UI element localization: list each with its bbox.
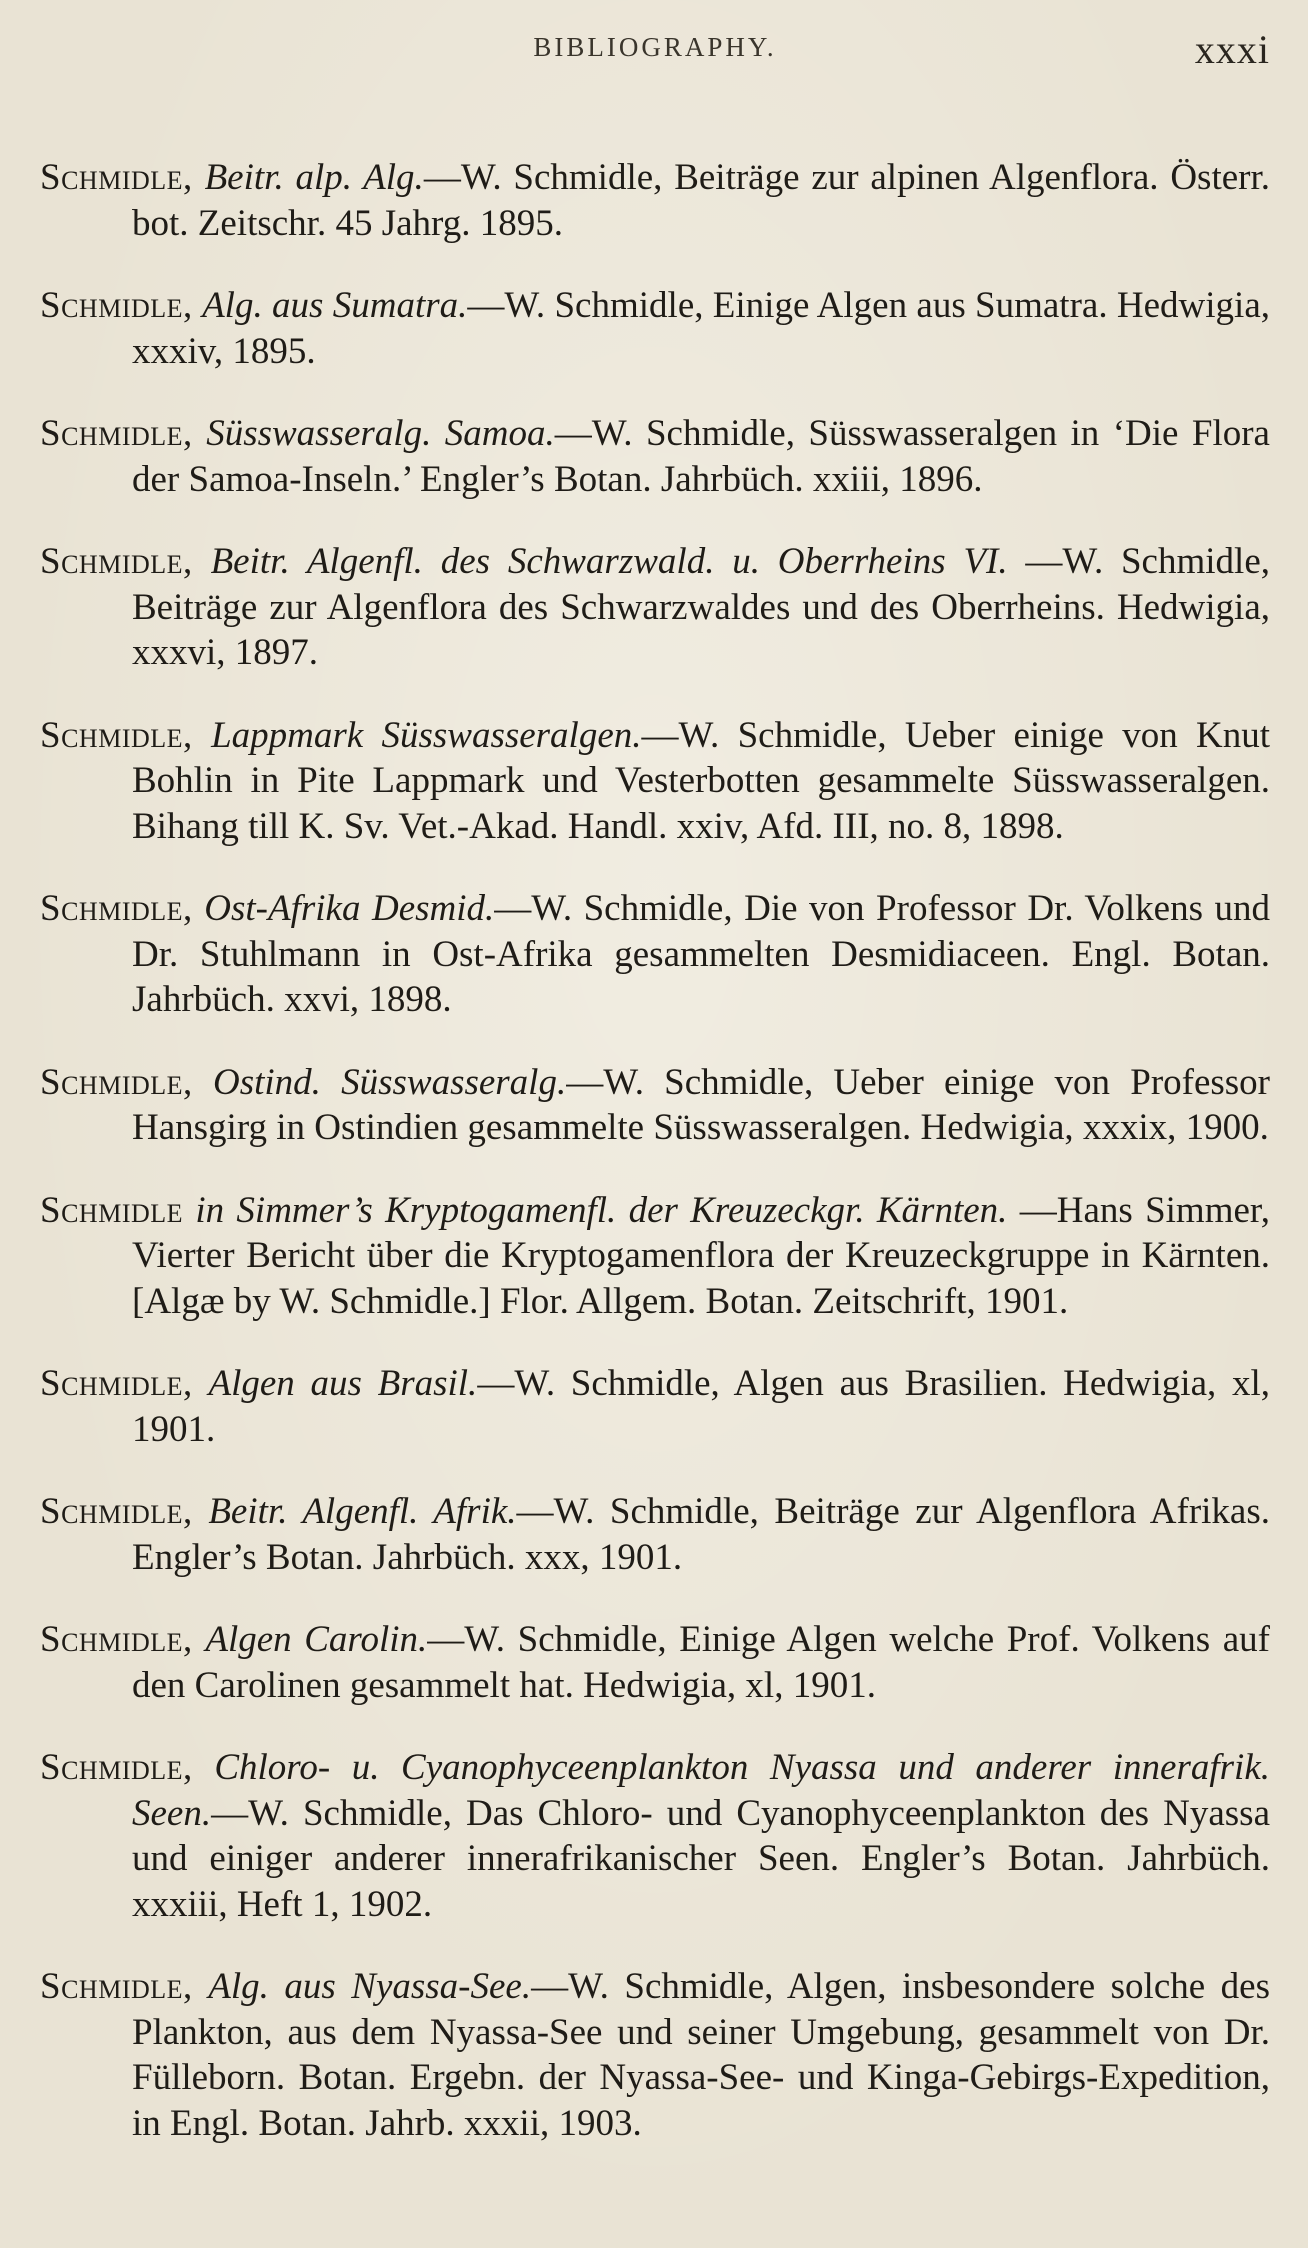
entry-citation: —W. Schmidle, Einige Algen aus Sumatra. Hedwigia, xxxiv, 1895.	[132, 285, 1270, 372]
bibliography-entry	[40, 713, 1270, 850]
entry-citation: —W. Schmidle, Algen, insbesondere solche des Plankton, aus dem Nyassa-See und seiner Umgebung, gesammelt von Dr. Fülleborn. Botan. Ergebn. der Nyassa-See- und Kinga-Gebirgs-Expedition, in Engl. Botan. Jahrb. xxxii, 1903.	[132, 1966, 1270, 2144]
entry-abbreviation: Beitr. Algenfl. des Schwarzwald. u. Oberrheins VI.	[210, 541, 1008, 582]
entry-citation: —W. Schmidle, Ueber einige von Knut Bohlin in Pite Lappmark und Vesterbotten gesammelte Süsswasseralgen. Bihang till K. Sv. Vet.-Akad. Handl. xxiv, Afd. III, no. 8, 1898.	[132, 714, 1271, 847]
entry-abbreviation: Algen Carolin.	[205, 1619, 428, 1660]
entry-abbreviation: Alg. aus Sumatra.	[202, 285, 468, 326]
entry-author: Schmidle,	[40, 1747, 193, 1788]
bibliography-entry	[40, 1964, 1270, 2146]
bibliography-entry	[40, 1489, 1270, 1580]
entry-abbreviation: Ost-Afrika Desmid.	[204, 888, 495, 929]
entry-citation: —W. Schmidle, Die von Professor Dr. Volkens und Dr. Stuhlmann in Ost-Afrika gesammelten Desmidiaceen. Engl. Botan. Jahrbüch. xxvi, 1898.	[132, 888, 1270, 1020]
entry-author: Schmidle,	[40, 413, 193, 454]
bibliography-entry	[40, 283, 1270, 374]
entry-citation: —W. Schmidle, Ueber einige von Professor Hansgirg in Ostindien gesammelte Süsswasseralgen. Hedwigia, xxxix, 1900.	[132, 1061, 1271, 1148]
entry-author: Schmidle,	[40, 157, 193, 198]
entry-abbreviation: Ostind. Süsswasseralg.	[212, 1061, 567, 1103]
entry-author: Schmidle,	[40, 1491, 193, 1532]
entry-citation: —Hans Simmer, Vierter Bericht über die Kryptogamenflora der Kreuzeckgruppe in Kärnten. [Algæ by W. Schmidle.] Flor. Allgem. Botan. Zeitschrift, 1901.	[132, 1189, 1270, 1322]
bibliography-entry	[40, 1361, 1270, 1452]
bibliography-entry	[40, 1745, 1270, 1927]
bibliography-entry	[40, 1060, 1270, 1151]
entry-citation: —W. Schmidle, Algen aus Brasilien. Hedwigia, xl, 1901.	[132, 1363, 1270, 1450]
entry-abbreviation: Süsswasseralg. Samoa.	[206, 413, 555, 454]
bibliography-entry	[40, 539, 1270, 676]
entry-abbreviation: Algen aus Brasil.	[208, 1363, 478, 1404]
entry-abbreviation: in Simmer’s Kryptogamenfl. der Kreuzeckgr. Kärnten.	[195, 1189, 1008, 1231]
bibliography-entry	[40, 1188, 1270, 1325]
entry-abbreviation: Chloro- u. Cyanophyceenplankton Nyassa und anderer innerafrik. Seen.	[132, 1747, 1271, 1834]
bibliography-entry	[40, 155, 1270, 246]
entry-abbreviation: Beitr. alp. Alg.	[204, 157, 424, 198]
entry-author: Schmidle,	[40, 1061, 193, 1103]
bibliography-entry	[40, 1617, 1270, 1708]
bibliography-entry	[40, 886, 1270, 1023]
entry-citation: —W. Schmidle, Einige Algen welche Prof. Volkens auf den Carolinen gesammelt hat. Hedwigia, xl, 1901.	[132, 1619, 1270, 1706]
entry-author: Schmidle,	[40, 1966, 193, 2007]
page-title: BIBLIOGRAPHY.	[533, 32, 777, 62]
entry-abbreviation: Alg. aus Nyassa-See.	[208, 1966, 532, 2007]
entry-citation: —W. Schmidle, Beiträge zur Algenflora des Schwarzwaldes und des Oberrheins. Hedwigia, xxxvi, 1897.	[132, 541, 1270, 673]
entry-author: Schmidle,	[40, 541, 193, 582]
entry-abbreviation: Beitr. Algenfl. Afrik.	[208, 1491, 517, 1532]
entry-citation: —W. Schmidle, Süsswasseralgen in ‘Die Flora der Samoa-Inseln.’ Engler’s Botan. Jahrbüch. xxiii, 1896.	[132, 413, 1270, 500]
entry-citation: —W. Schmidle, Das Chloro- und Cyanophyceenplankton des Nyassa und einiger anderer innerafrikanischer Seen. Engler’s Botan. Jahrbüch. xxxiii, Heft 1, 1902.	[132, 1792, 1270, 1925]
running-head	[40, 26, 1270, 76]
page-number: xxxi	[1194, 27, 1270, 72]
entry-citation: —W. Schmidle, Beiträge zur alpinen Algenflora. Österr. bot. Zeitschr. 45 Jahrg. 1895.	[132, 157, 1271, 244]
entry-author: Schmidle,	[40, 888, 193, 929]
entry-author: Schmidle,	[40, 285, 193, 326]
bibliography-list	[40, 118, 1270, 2156]
entry-abbreviation: Lappmark Süsswasseralgen.	[211, 714, 642, 756]
entry-citation: —W. Schmidle, Beiträge zur Algenflora Afrikas. Engler’s Botan. Jahrbüch. xxx, 1901.	[132, 1491, 1271, 1578]
entry-author: Schmidle,	[40, 714, 193, 756]
entry-author: Schmidle,	[40, 1363, 193, 1404]
entry-author: Schmidle,	[40, 1619, 193, 1660]
bibliography-entry	[40, 411, 1270, 502]
entry-author: Schmidle	[40, 1189, 184, 1231]
